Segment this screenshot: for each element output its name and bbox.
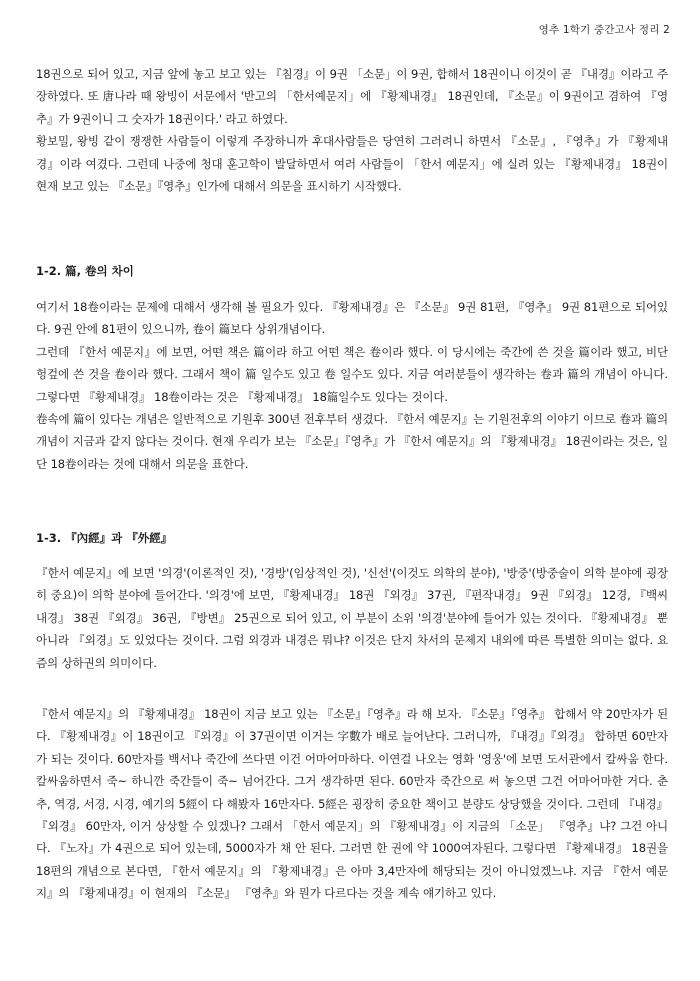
intro-section: [36, 63, 668, 197]
intro-paragraph-1: 18권으로 되어 있고, 지금 앞에 놓고 보고 있는 『침경』이 9권 「소문」이 9권, 합해서 18권이니 이것이 곧 『내경』이라고 주장하였다. 또 唐나라 때 왕빙이 서문에서 '반고의 「한서예문지」에 『황제내경』 18권인데, 『소문』이 9권이고 겸하여 『영추』가 9권이니 그 숫자가 18권이다.' 라고 하였다.: [36, 67, 668, 126]
section-heading-1-3: 1-3. 『內經』과 『外經』: [36, 531, 173, 545]
section-1-3-paragraph-1: 『한서 예문지』에 보면 '의경'(이론적인 것), '경방'(임상적인 것), '신선'(이것도 의학의 분야), '방중'(방중술이 의학 분야에 굉장히 중요)이 의학 분야에 들어간다. '의경'에 보면, 『황제내경』 18권 『외경』 37권, 『편작내경』 9권 『외경』 12경, 『백씨내경』 38권 『외경』 36권, 『방변』 25권으로 되어 있고, 이 부분이 소위 '의경'분야에 들어가 있는 것이다. 『황제내경』 뿐 아니라 『외경』도 있었다는 것이다. 그럼 외경과 내경은 뭐냐? 이것은 단지 차서의 문제지 내외에 따른 특별한 의미는 없다. 요즘의 상하권의 의미이다.: [36, 566, 668, 670]
section-1-3-body: [36, 562, 668, 674]
page-header: 영추 1학기 중간고사 정리 2: [538, 24, 670, 36]
section-1-2-body: [36, 296, 668, 475]
section-1-2-paragraph-1: 여기서 18卷이라는 문제에 대해서 생각해 볼 필요가 있다. 『황제내경』은 『소문』 9권 81편, 『영추』 9권 81편으로 되어있다. 9권 안에 81편이 있으니까, 卷이 篇보다 상위개념이다.: [36, 300, 668, 337]
section-heading-1-2: 1-2. 篇, 卷의 차이: [36, 264, 134, 278]
section-1-3-paragraph-2: 『한서 예문지』의 『황제내경』 18권이 지금 보고 있는 『소문』『영추』라 해 보자. 『소문』『영추』 합해서 약 20만자가 된다. 『황제내경』이 18권이고 『외경』이 37권이면 이거는 字數가 배로 늘어난다. 그러니까, 『내경』『외경』 합하면 60만자가 되는 것이다. 60만자를 백서나 죽간에 쓰다면 이건 어마어마하다. 이연걸 나오는 영화 '영웅'에 보면 도서관에서 칼싸움 한다. 칼싸움하면서 죽~ 하니깐 죽간들이 죽~ 넘어간다. 그거 생각하면 된다. 60만자 죽간으로 써 놓으면 그건 어마어마한 거다. 춘추, 역경, 서경, 시경, 예기의 5經이 다 해봤자 16만자다. 5經은 굉장히 중요한 책이고 분량도 상당했을 것이다. 그런데 『내경』 『외경』 60만자, 이거 상상할 수 있겠나? 그래서 「한서 예문지」의 『황제내경』이 지금의 「소문」 『영추』냐? 그건 아니다. 『노자』가 4권으로 되어 있는데, 5000자가 채 안 된다. 그러면 한 권에 약 1000여자된다. 그렇다면 『황제내경』 18권을 18편의 개념으로 본다면, 『한서 예문지』의 『황제내경』은 아마 3,4만자에 해당되는 것이 아니었겠느냐. 지금 『한서 예문지』의 『황제내경』이 현재의 『소문』 『영추』와 뭔가 다르다는 것을 계속 얘기하고 있다.: [36, 707, 668, 901]
intro-paragraph-2: 황보밀, 왕빙 같이 쟁쟁한 사람들이 이렇게 주장하니까 후대사람들은 당연히 그러려니 하면서 『소문』, 『영추』가 『황제내경』이라 여겼다. 그런데 나중에 청대 훈고학이 발달하면서 여러 사람들이 「한서 예문지」에 실려 있는 『황제내경』 18권이 현재 보고 있는 『소문』『영추』인가에 대해서 의문을 표시하기 시작했다.: [36, 134, 668, 194]
section-1-2-paragraph-3: 卷속에 篇이 있다는 개념은 일반적으로 기원후 300년 전후부터 생겼다. 『한서 예문지』는 기원전후의 이야기 이므로 卷과 篇의 개념이 지금과 같지 않다는 것이다. 현재 우리가 보는 『소문』『영추』가 『한서 예문지』의 『황제내경』 18권이라는 것은, 일단 18卷이라는 것에 대해서 의문을 표한다.: [36, 412, 668, 471]
section-1-3-body-continued: [36, 703, 668, 905]
section-1-2-paragraph-2: 그런데 『한서 예문지』에 보면, 어떤 책은 篇이라 하고 어떤 책은 卷이라 했다. 이 당시에는 죽간에 쓴 것을 篇이라 했고, 비단 헝겊에 쓴 것을 卷이라 했다. 그래서 책이 篇 일수도 있고 卷 일수도 있다. 지금 여러분들이 생각하는 卷과 篇의 개념이 아니다. 그렇다면 『황제내경』 18卷이라는 것은 『황제내경』 18篇일수도 있다는 것이다.: [36, 344, 668, 404]
